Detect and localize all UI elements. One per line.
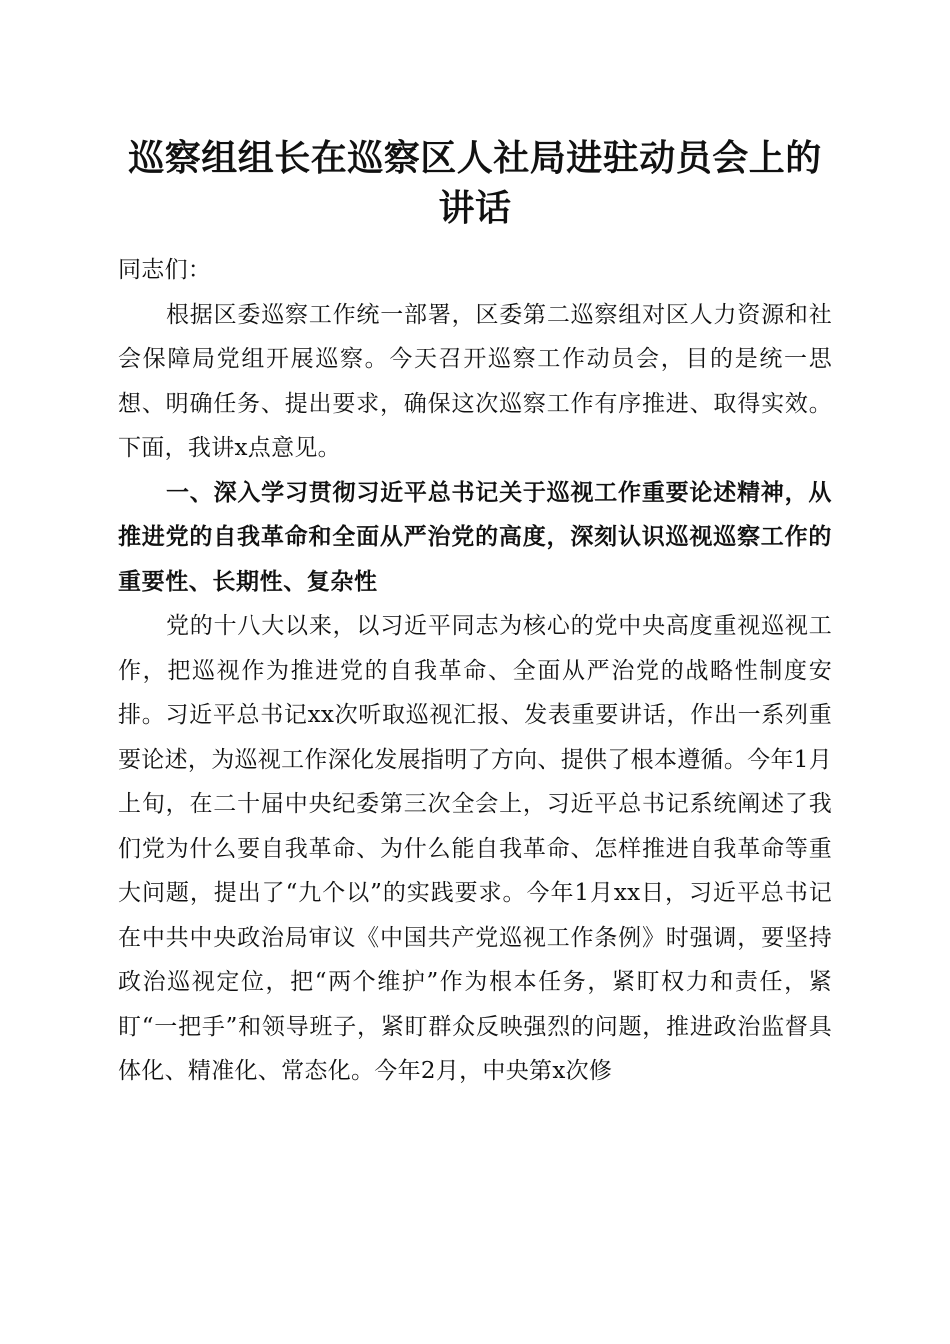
salutation: 同志们： bbox=[118, 257, 212, 283]
section-1-paragraph: 党的十八大以来，以习近平同志为核心的党中央高度重视巡视工作，把巡视作为推进党的自我革命、全面从严治党的战略性制度安排。习近平总书记xx次听取巡视汇报、发表重要讲话，作出一系列重要论述，为巡视工作深化发展指明了方向、提供了根本遵循。今年1月上旬，在二十届中央纪委第三次全会上，习近平总书记系统阐述了我们党为什么要自我革命、为什么能自我革命、怎样推进自我革命等重大问题，提出了“九个以”的实践要求。今年1月xx日，习近平总书记在中共中央政治局审议《中国共产党巡视工作条例》时强调，要坚持政治巡视定位，把“两个维护”作为根本任务，紧盯权力和责任，紧盯“一把手”和领导班子，紧盯群众反映强烈的问题，推进政治监督具体化、精准化、常态化。今年2月，中央第x次修 bbox=[118, 613, 832, 1084]
section-1-heading: 一、深入学习贯彻习近平总书记关于巡视工作重要论述精神，从推进党的自我革命和全面从严治党的高度，深刻认识巡视巡察工作的重要性、长期性、复杂性 bbox=[118, 479, 832, 595]
intro-paragraph: 根据区委巡察工作统一部署，区委第二巡察组对区人力资源和社会保障局党组开展巡察。今天召开巡察工作动员会，目的是统一思想、明确任务、提出要求，确保这次巡察工作有序推进、取得实效。下面，我讲x点意见。 bbox=[118, 301, 832, 461]
document-body bbox=[118, 248, 832, 1094]
document-title: 巡察组组长在巡察区人社局进驻动员会上的讲话 bbox=[128, 137, 822, 229]
